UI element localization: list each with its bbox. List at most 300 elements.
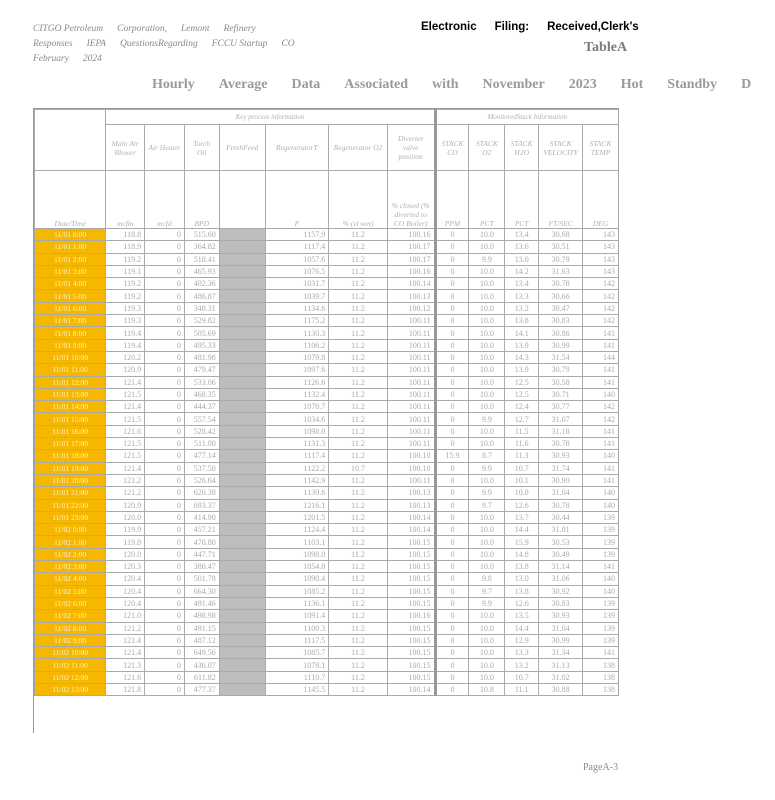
table-cell: 10.0 — [469, 524, 505, 536]
table-cell: 13.2 — [505, 659, 539, 671]
table-cell: 30.78 — [539, 278, 583, 290]
date-time-cell: 11/02 11:00 — [35, 659, 106, 671]
date-time-cell: 11/01 17:00 — [35, 438, 106, 450]
col-unit: % closed (% diverted to CO Boiler) — [387, 171, 435, 229]
table-cell: 138 — [583, 659, 619, 671]
table-cell: 100.11 — [387, 474, 435, 486]
filing-text: Electronic — [421, 21, 477, 33]
table-cell: 491.46 — [184, 597, 219, 609]
date-time-cell: 11/02 13:00 — [35, 683, 106, 695]
table-row — [35, 364, 619, 376]
table-cell: 0 — [145, 327, 185, 339]
table-cell: 10.0 — [469, 401, 505, 413]
table-cell: 13.3 — [505, 290, 539, 302]
header-line-3 — [33, 52, 333, 67]
table-cell: 10.0 — [469, 364, 505, 376]
table-cell: 9.9 — [469, 462, 505, 474]
table-cell — [219, 388, 265, 400]
table-cell: 139 — [583, 511, 619, 523]
table-cell: 30.51 — [539, 241, 583, 253]
table-cell: 30.78 — [539, 499, 583, 511]
table-row — [35, 585, 619, 597]
date-time-cell: 11/02 12:00 — [35, 671, 106, 683]
table-cell: 10.0 — [469, 647, 505, 659]
table-cell: 31.07 — [539, 413, 583, 425]
table-cell: 0 — [145, 315, 185, 327]
table-cell: 9.9 — [469, 597, 505, 609]
table-row — [35, 622, 619, 634]
table-cell: 11.2 — [329, 524, 388, 536]
date-time-cell: 11/02 6:00 — [35, 597, 106, 609]
table-cell — [219, 634, 265, 646]
table-cell: 11.2 — [329, 573, 388, 585]
table-cell: 1106.2 — [265, 339, 329, 351]
table-cell: 120.0 — [106, 511, 145, 523]
table-row — [35, 659, 619, 671]
table-cell — [219, 241, 265, 253]
table-cell: 10.0 — [469, 302, 505, 314]
table-cell: 121.5 — [106, 450, 145, 462]
date-time-cell: 11/02 0:00 — [35, 524, 106, 536]
table-cell: 0 — [435, 671, 469, 683]
table-cell: 11.1 — [505, 683, 539, 695]
table-cell: 11.2 — [329, 351, 388, 363]
table-row — [35, 683, 619, 695]
table-cell: 142 — [583, 413, 619, 425]
table-cell: 13.0 — [505, 253, 539, 265]
table-cell: 10.0 — [469, 561, 505, 573]
table-cell: 0 — [435, 351, 469, 363]
table-cell: 142 — [583, 315, 619, 327]
table-cell: 0 — [435, 622, 469, 634]
date-time-cell: 11/01 5:00 — [35, 290, 106, 302]
table-cell — [219, 524, 265, 536]
table-cell: 144 — [583, 351, 619, 363]
table-cell: 457.21 — [184, 524, 219, 536]
table-cell: 0 — [435, 265, 469, 277]
table-cell: 0 — [145, 462, 185, 474]
table-cell: 11.2 — [329, 585, 388, 597]
table-cell: 11.2 — [329, 438, 388, 450]
table-cell: 119.9 — [106, 524, 145, 536]
table-cell: 537.50 — [184, 462, 219, 474]
table-cell — [219, 450, 265, 462]
table-cell: 30.78 — [539, 438, 583, 450]
date-time-cell: 11/01 0:00 — [35, 229, 106, 241]
table-cell: 0 — [145, 511, 185, 523]
table-cell: 380.47 — [184, 561, 219, 573]
table-cell — [219, 536, 265, 548]
table-cell: 142 — [583, 302, 619, 314]
date-time-cell: 11/01 20:00 — [35, 474, 106, 486]
table-cell: 10.7 — [505, 462, 539, 474]
table-cell: 10.0 — [469, 634, 505, 646]
title-word: with — [432, 77, 459, 92]
table-cell: 30.53 — [539, 536, 583, 548]
table-cell: 30.86 — [539, 327, 583, 339]
table-cell: 0 — [145, 302, 185, 314]
table-cell: 649.56 — [184, 647, 219, 659]
date-time-cell: 11/01 13:00 — [35, 388, 106, 400]
data-table-container — [33, 108, 619, 733]
table-cell — [219, 462, 265, 474]
table-cell: 477.37 — [184, 683, 219, 695]
table-cell: 31.06 — [539, 573, 583, 585]
table-cell: 1076.5 — [265, 265, 329, 277]
table-cell: 100.15 — [387, 634, 435, 646]
table-cell: 121.5 — [106, 413, 145, 425]
table-cell: 141 — [583, 474, 619, 486]
col-unit: mcfd — [145, 171, 185, 229]
table-cell: 30.79 — [539, 253, 583, 265]
table-cell: 140 — [583, 388, 619, 400]
date-time-cell: 11/01 15:00 — [35, 413, 106, 425]
table-cell: 1201.5 — [265, 511, 329, 523]
table-cell: 139 — [583, 610, 619, 622]
table-cell: 30.66 — [539, 290, 583, 302]
table-cell — [219, 229, 265, 241]
table-cell: 141 — [583, 339, 619, 351]
table-cell: 1175.2 — [265, 315, 329, 327]
table-cell: 120.0 — [106, 548, 145, 560]
table-cell: 13.4 — [505, 278, 539, 290]
table-cell: 30.99 — [539, 634, 583, 646]
table-cell: 100.11 — [387, 425, 435, 437]
table-cell: 31.01 — [539, 524, 583, 536]
title-word: Data — [291, 77, 321, 92]
table-cell: 515.60 — [184, 229, 219, 241]
table-row — [35, 253, 619, 265]
table-cell: 10.0 — [469, 278, 505, 290]
table-cell: 30.99 — [539, 339, 583, 351]
table-cell: 10.0 — [469, 474, 505, 486]
table-cell: 12.6 — [505, 597, 539, 609]
table-cell: 0 — [145, 659, 185, 671]
electronic-filing-stamp — [421, 21, 657, 33]
date-time-cell: 11/02 8:00 — [35, 622, 106, 634]
table-cell: 143 — [583, 229, 619, 241]
table-cell: 9.7 — [469, 585, 505, 597]
table-cell: 1117.4 — [265, 241, 329, 253]
table-cell: 100.16 — [387, 265, 435, 277]
date-time-cell: 11/02 2:00 — [35, 548, 106, 560]
table-cell: 0 — [145, 474, 185, 486]
col-unit: BPD — [184, 171, 219, 229]
table-row — [35, 561, 619, 573]
table-cell: 0 — [145, 265, 185, 277]
table-cell: 100.13 — [387, 499, 435, 511]
table-row — [35, 450, 619, 462]
table-cell: 31.13 — [539, 659, 583, 671]
table-row — [35, 401, 619, 413]
table-cell — [219, 278, 265, 290]
table-cell: 12.7 — [505, 413, 539, 425]
table-cell: 141 — [583, 462, 619, 474]
table-cell: 121.3 — [106, 659, 145, 671]
table-cell: 0 — [145, 425, 185, 437]
table-cell: 31.18 — [539, 425, 583, 437]
table-cell: 447.71 — [184, 548, 219, 560]
table-cell: 1098.0 — [265, 548, 329, 560]
table-cell: 364.82 — [184, 241, 219, 253]
table-cell: 1110.7 — [265, 671, 329, 683]
table-cell: 9.9 — [469, 413, 505, 425]
table-cell: 1134.6 — [265, 302, 329, 314]
date-time-cell: 11/01 18:00 — [35, 450, 106, 462]
col-header: RegeneratorT — [265, 125, 329, 171]
table-cell: 13.8 — [505, 585, 539, 597]
table-cell: 11.2 — [329, 327, 388, 339]
table-row — [35, 499, 619, 511]
table-row — [35, 339, 619, 351]
table-cell: 121.6 — [106, 671, 145, 683]
table-row — [35, 376, 619, 388]
table-cell: 100.14 — [387, 511, 435, 523]
table-cell: 0 — [435, 585, 469, 597]
table-row — [35, 388, 619, 400]
table-cell: 526.64 — [184, 474, 219, 486]
table-cell: 11.2 — [329, 376, 388, 388]
table-cell: 11.2 — [329, 229, 388, 241]
table-cell: 30.71 — [539, 388, 583, 400]
date-time-cell: 11/01 12:00 — [35, 376, 106, 388]
table-cell: 11.2 — [329, 536, 388, 548]
table-cell: 0 — [145, 253, 185, 265]
table-cell: 528.42 — [184, 425, 219, 437]
table-cell: 436.07 — [184, 659, 219, 671]
col-unit: PCT — [505, 171, 539, 229]
table-cell: 100.11 — [387, 401, 435, 413]
date-time-cell: 11/02 5:00 — [35, 585, 106, 597]
table-cell: 119.2 — [106, 278, 145, 290]
table-cell: 30.79 — [539, 364, 583, 376]
table-cell: 1103.1 — [265, 536, 329, 548]
table-cell: 10.0 — [469, 351, 505, 363]
date-time-cell: 11/02 9:00 — [35, 634, 106, 646]
table-cell: 13.9 — [505, 364, 539, 376]
table-cell: 1117.4 — [265, 450, 329, 462]
table-cell: 11.2 — [329, 315, 388, 327]
table-cell: 0 — [435, 597, 469, 609]
col-unit: % (vl wet) — [329, 171, 388, 229]
table-cell: 121.4 — [106, 462, 145, 474]
table-cell: 30.58 — [539, 376, 583, 388]
table-cell: 30.47 — [539, 302, 583, 314]
table-cell: 0 — [435, 524, 469, 536]
table-cell: 1057.6 — [265, 253, 329, 265]
table-cell: 11.5 — [505, 425, 539, 437]
table-cell: 142 — [583, 290, 619, 302]
table-cell: 10.0 — [469, 265, 505, 277]
header-text: CITGO Petroleum — [33, 24, 104, 34]
table-cell: 100.11 — [387, 413, 435, 425]
table-cell: 13.0 — [505, 573, 539, 585]
col-header: STACK CO — [435, 125, 469, 171]
table-row — [35, 597, 619, 609]
table-cell: 0 — [145, 351, 185, 363]
title-word: 2023 — [568, 77, 597, 92]
table-cell — [219, 315, 265, 327]
col-header: STACK TEMP — [583, 125, 619, 171]
table-cell: 139 — [583, 622, 619, 634]
table-cell: 12.4 — [505, 401, 539, 413]
table-cell: 11.2 — [329, 364, 388, 376]
table-cell: 120.2 — [106, 351, 145, 363]
table-row — [35, 634, 619, 646]
table-cell: 0 — [145, 622, 185, 634]
table-cell: 119.1 — [106, 265, 145, 277]
table-cell: 1216.1 — [265, 499, 329, 511]
table-cell: 1031.7 — [265, 278, 329, 290]
table-cell: 0 — [435, 487, 469, 499]
table-cell: 10.0 — [469, 241, 505, 253]
table-cell: 0 — [435, 683, 469, 695]
table-cell: 1117.5 — [265, 634, 329, 646]
table-row — [35, 511, 619, 523]
table-cell: 0 — [435, 659, 469, 671]
table-cell — [219, 659, 265, 671]
table-cell: 10.7 — [505, 671, 539, 683]
table-cell: 13.4 — [505, 229, 539, 241]
table-cell: 14.2 — [505, 265, 539, 277]
table-cell: 481.98 — [184, 351, 219, 363]
table-cell: 30.90 — [539, 474, 583, 486]
col-unit: mcfm — [106, 171, 145, 229]
date-time-cell: 11/01 1:00 — [35, 241, 106, 253]
table-cell: 13.9 — [505, 339, 539, 351]
table-cell — [219, 401, 265, 413]
table-cell: 1100.3 — [265, 622, 329, 634]
table-cell: 11.2 — [329, 548, 388, 560]
table-cell: 120.4 — [106, 597, 145, 609]
table-cell: 11.2 — [329, 671, 388, 683]
table-row — [35, 302, 619, 314]
table-cell: 0 — [145, 438, 185, 450]
table-cell: 121.5 — [106, 438, 145, 450]
table-cell: 0 — [145, 487, 185, 499]
table-cell: 14.3 — [505, 351, 539, 363]
table-cell: 139 — [583, 597, 619, 609]
table-cell: 10.0 — [469, 425, 505, 437]
table-cell: 0 — [435, 241, 469, 253]
table-cell: 120.4 — [106, 573, 145, 585]
table-cell: 0 — [145, 647, 185, 659]
table-cell: 141 — [583, 327, 619, 339]
table-cell: 1097.6 — [265, 364, 329, 376]
table-cell: 1157.9 — [265, 229, 329, 241]
header-line-2 — [33, 37, 333, 52]
table-cell: 9.9 — [469, 487, 505, 499]
table-row — [35, 327, 619, 339]
table-row — [35, 351, 619, 363]
table-cell: 498.98 — [184, 610, 219, 622]
hourly-data-table — [34, 109, 619, 696]
table-cell: 13.8 — [505, 315, 539, 327]
header-text: Responses — [33, 39, 73, 49]
table-cell: 10.0 — [469, 339, 505, 351]
table-cell: 140 — [583, 499, 619, 511]
table-cell: 121.4 — [106, 647, 145, 659]
table-row — [35, 647, 619, 659]
table-cell: 11.2 — [329, 302, 388, 314]
table-cell: 348.31 — [184, 302, 219, 314]
table-cell: 100.17 — [387, 241, 435, 253]
table-cell: 140 — [583, 585, 619, 597]
table-row — [35, 229, 619, 241]
table-cell: 402.36 — [184, 278, 219, 290]
title-word: Associated — [344, 77, 409, 92]
table-cell: 0 — [435, 388, 469, 400]
table-cell: 10.0 — [469, 622, 505, 634]
table-cell: 465.93 — [184, 265, 219, 277]
table-cell: 100.11 — [387, 339, 435, 351]
table-row — [35, 438, 619, 450]
table-row — [35, 425, 619, 437]
table-cell: 0 — [145, 597, 185, 609]
table-cell: 0 — [435, 462, 469, 474]
table-cell: 100.14 — [387, 524, 435, 536]
table-cell: 0 — [145, 278, 185, 290]
table-cell: 9.9 — [469, 253, 505, 265]
table-cell: 0 — [435, 339, 469, 351]
table-cell: 487.12 — [184, 634, 219, 646]
table-cell: 30.77 — [539, 401, 583, 413]
table-cell: 0 — [435, 376, 469, 388]
table-cell — [219, 561, 265, 573]
table-cell: 491.15 — [184, 622, 219, 634]
date-time-cell: 11/01 22:00 — [35, 499, 106, 511]
table-cell — [219, 548, 265, 560]
title-word: November — [482, 77, 545, 92]
table-cell: 15.9 — [505, 536, 539, 548]
table-cell: 0 — [145, 413, 185, 425]
table-cell: 100.15 — [387, 585, 435, 597]
table-cell: 10.0 — [469, 659, 505, 671]
date-time-cell: 11/02 3:00 — [35, 561, 106, 573]
col-header: Regenerator O2 — [329, 125, 388, 171]
table-cell — [219, 487, 265, 499]
col-header: Main Air Blower — [106, 125, 145, 171]
table-cell: 518.41 — [184, 253, 219, 265]
col-header: STACK O2 — [469, 125, 505, 171]
table-cell: 141 — [583, 425, 619, 437]
table-cell — [219, 647, 265, 659]
table-cell: 0 — [145, 450, 185, 462]
table-cell: 119.3 — [106, 302, 145, 314]
table-cell: 0 — [145, 388, 185, 400]
table-cell: 0 — [145, 548, 185, 560]
table-cell: 0 — [435, 561, 469, 573]
date-time-cell: 11/01 14:00 — [35, 401, 106, 413]
table-cell: 0 — [145, 290, 185, 302]
col-unit — [219, 171, 265, 229]
table-cell — [219, 610, 265, 622]
table-cell: 0 — [145, 524, 185, 536]
table-cell: 11.2 — [329, 401, 388, 413]
table-cell — [219, 376, 265, 388]
table-cell: 11.2 — [329, 265, 388, 277]
table-cell — [219, 327, 265, 339]
table-cell: 0 — [145, 499, 185, 511]
table-label: TableA — [584, 40, 628, 55]
table-cell: 30.88 — [539, 683, 583, 695]
table-cell — [219, 474, 265, 486]
table-cell: 121.4 — [106, 401, 145, 413]
table-cell: 0 — [145, 573, 185, 585]
table-cell: 11.2 — [329, 634, 388, 646]
table-cell: 505.69 — [184, 327, 219, 339]
filing-text: Filing: — [494, 21, 530, 33]
